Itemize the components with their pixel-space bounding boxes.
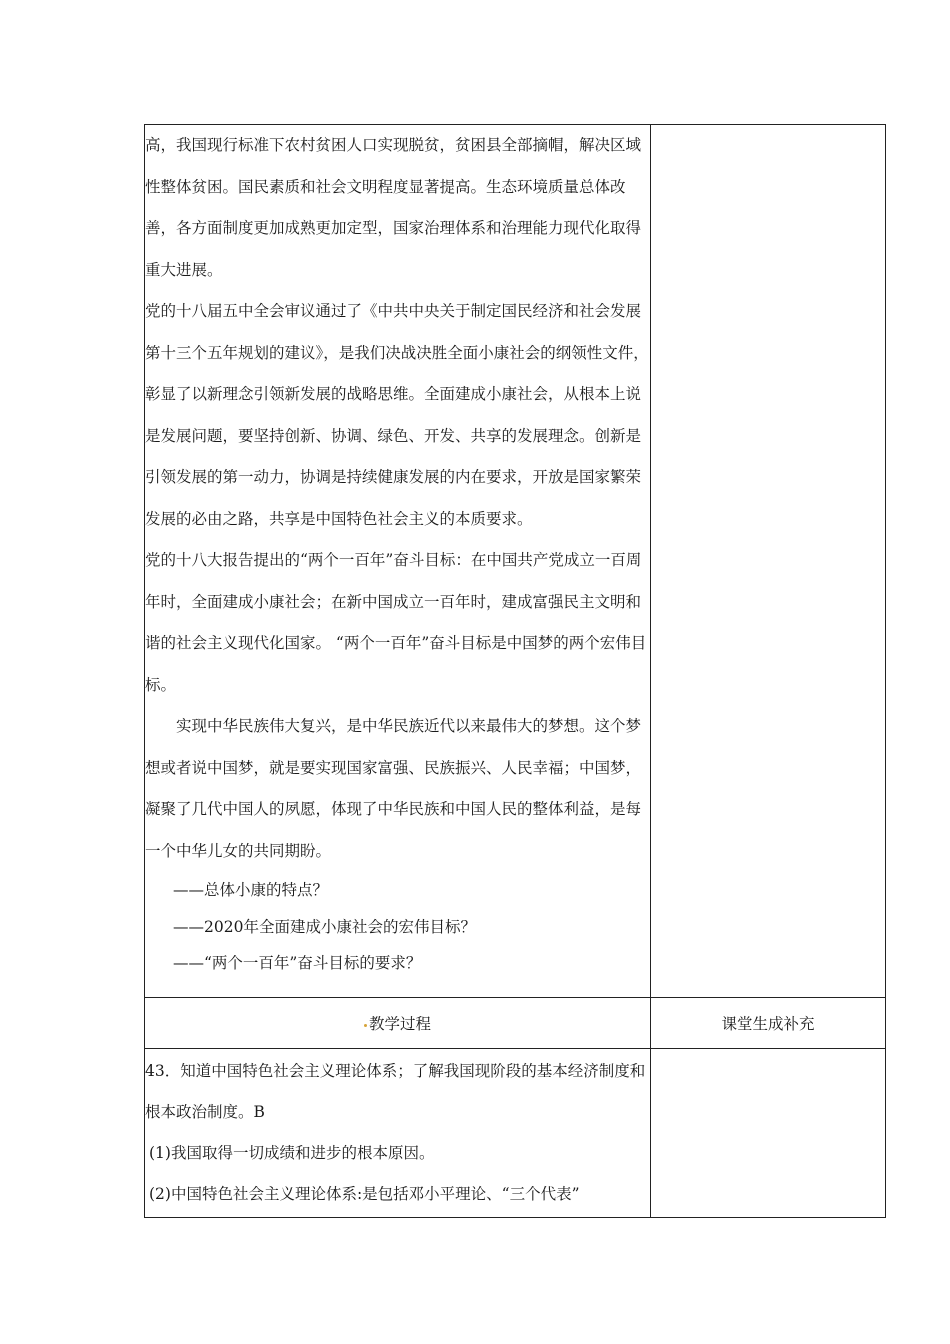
side-notes-cell <box>651 125 886 998</box>
paragraph-plenum: 党的十八届五中全会审议通过了《中共中央关于制定国民经济和社会发展第十三个五年规划的建议》，是我们决战决胜全面小康社会的纲领性文件，彰显了以新理念引领新发展的战略思维。全面建成小康社会，从根本上说是发展问题，要坚持创新、协调、绿色、开发、共享的发展理念。创新是引领发展的第一动力，协调是持续健康发展的内在要求，开放是国家繁荣发展的必由之路，共享是中国特色社会主义的本质要求。 <box>145 302 649 528</box>
header-teaching-process: 教学过程 <box>145 998 651 1049</box>
question-item: ——总体小康的特点？ <box>173 881 329 899</box>
question-item: ——“两个一百年”奋斗目标的要求？ <box>173 954 422 972</box>
sub-item-2: (2)中国特色社会主义理论体系:是包括邓小平理论、“三个代表” <box>149 1185 580 1203</box>
sub-item-1: (1)我国取得一切成绩和进步的根本原因。 <box>149 1144 435 1162</box>
question-item: ——2020年全面建成小康社会的宏伟目标？ <box>173 917 476 936</box>
header-classroom-supplement: 课堂生成补充 <box>651 998 886 1049</box>
lower-content-cell <box>145 1049 651 1218</box>
paragraph-two-centenary: 党的十八大报告提出的“两个一百年”奋斗目标：在中国共产党成立一百周年时，全面建成小康社会；在新中国成立一百年时，建成富强民主文明和谐的社会主义现代化国家。 “两个一百年”奋斗目标是中国梦的两个宏伟目标。 <box>145 551 647 694</box>
lower-row <box>145 1049 886 1218</box>
item-43: 43．知道中国特色社会主义理论体系；了解我国现阶段的基本经济制度和根本政治制度。B <box>145 1062 646 1121</box>
lesson-table <box>144 124 886 1218</box>
header-row <box>145 998 886 1049</box>
main-content-cell <box>145 125 651 998</box>
paragraph-chinese-dream: 实现中华民族伟大复兴，是中华民族近代以来最伟大的梦想。这个梦想或者说中国梦，就是要实现国家富强、民族振兴、人民幸福；中国梦，凝聚了几代中国人的夙愿，体现了中华民族和中国人民的整体利益，是每一个中华儿女的共同期盼。 <box>145 717 642 860</box>
lower-side-cell <box>651 1049 886 1218</box>
paragraph-goals: 高，我国现行标准下农村贫困人口实现脱贫，贫困县全部摘帽，解决区域性整体贫困。国民素质和社会文明程度显著提高。生态环境质量总体改善，各方面制度更加成熟更加定型，国家治理体系和治理能力现代化取得重大进展。 <box>145 136 642 279</box>
content-row <box>145 125 886 998</box>
bullet-dot-icon <box>364 1024 367 1027</box>
